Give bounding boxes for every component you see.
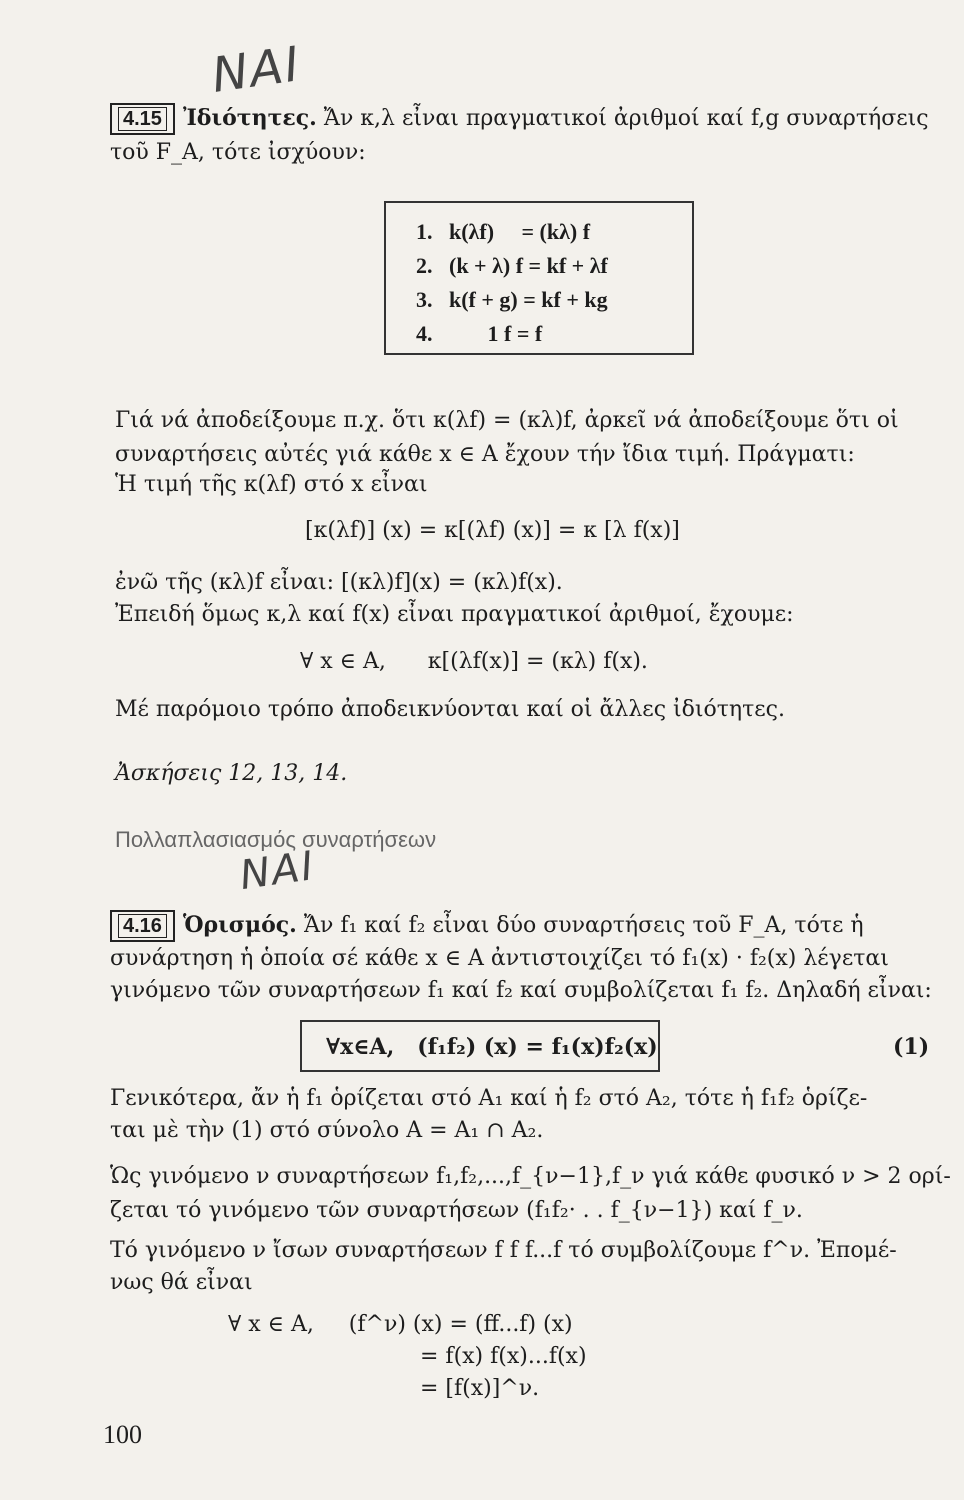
- proof-line-4: ἐνῶ τῆς (κλ)f εἶναι: [(κλ)f](x) = (κλ)f(x).: [115, 570, 563, 595]
- definition-line-9: νως θά εἶναι: [110, 1270, 253, 1295]
- section-4-15-intro: [110, 101, 929, 136]
- definition-line-5: ται μὲ τὴν (1) στό σύνολο A = A₁ ∩ A₂.: [110, 1118, 544, 1143]
- handwritten-mark-mid: ΝΑΙ: [237, 842, 318, 900]
- intro-text: Ἄν κ,λ εἶναι πραγματικοί ἀριθμοί καί f,g συναρτήσεις: [323, 106, 929, 131]
- power-equation-c: = [f(x)]^ν.: [420, 1376, 540, 1401]
- definition-line-4: Γενικότερα, ἄν ἡ f₁ ὁρίζεται στό A₁ καί ἡ f₂ στό A₂, τότε ἡ f₁f₂ ὁρίζε-: [110, 1086, 868, 1111]
- section-4-16-intro: [110, 908, 864, 943]
- page-number: 100: [103, 1420, 142, 1449]
- proof-line-2: συναρτήσεις αὐτές γιά κάθε x ∈ A ἔχουν τήν ἴδια τιμή. Πράγματι:: [115, 442, 855, 467]
- proof-line-6: Μέ παρόμοιο τρόπο ἀποδεικνύονται καί οἱ ἄλλες ἰδιότητες.: [115, 697, 785, 722]
- section-number-box-2: 4.16: [110, 910, 175, 942]
- equation-1: [κ(λf)] (x) = κ[(λf) (x)] = κ [λ f(x)]: [305, 518, 680, 543]
- section-heading: Ἰδιότητες.: [182, 105, 317, 131]
- definition-line-6: Ὡς γινόμενο ν συναρτήσεων f₁,f₂,...,f_{ν−1},f_ν γιά κάθε φυσικό ν > 2 ορί-: [110, 1164, 951, 1189]
- equation-2: ∀ x ∈ A, κ[(λf(x)] = (κλ) f(x).: [300, 649, 648, 674]
- definition-formula: ∀x∈A, (f₁f₂) (x) = f₁(x)f₂(x): [326, 1034, 658, 1060]
- definition-line-2: συνάρτηση ἡ ὁποία σέ κάθε x ∈ A ἀντιστοιχίζει τό f₁(x) · f₂(x) λέγεται: [110, 946, 889, 971]
- equation-number-1: (1): [893, 1034, 930, 1060]
- intro-line-2: τοῦ F_A, τότε ἰσχύουν:: [110, 140, 366, 165]
- property-1: 1. k(λf) = (kλ) f: [416, 219, 591, 244]
- section-title: Πολλαπλασιασμός συναρτήσεων: [115, 827, 437, 852]
- power-equation-b: = f(x) f(x)...f(x): [420, 1344, 587, 1369]
- definition-formula-box: [300, 1020, 660, 1072]
- definition-line-7: ζεται τό γινόμενο τῶν συναρτήσεων (f₁f₂· . . f_{ν−1}) καί f_ν.: [110, 1198, 803, 1223]
- power-equation-a: ∀ x ∈ A, (f^ν) (x) = (ff...f) (x): [228, 1312, 573, 1337]
- definition-line-8: Τό γινόμενο ν ἴσων συναρτήσεων f f f...f τό συμβολίζουμε f^ν. Ἐπομέ-: [110, 1238, 897, 1263]
- definition-heading: Ὁρισμός.: [182, 912, 297, 938]
- property-2: 2. (k + λ) f = kf + λf: [416, 253, 608, 278]
- properties-box: [384, 201, 694, 355]
- proof-line-3: Ἡ τιμή τῆς κ(λf) στό x εἶναι: [115, 472, 428, 497]
- handwritten-mark-top: ΝΑΙ: [208, 36, 305, 104]
- property-4: 4. 1 f = f: [416, 321, 543, 346]
- section-number-box: 4.15: [110, 103, 175, 135]
- exercises-reference: Ἀσκήσεις 12, 13, 14.: [115, 761, 348, 786]
- definition-text-1: Ἄν f₁ καί f₂ εἶναι δύο συναρτήσεις τοῦ F_A, τότε ἡ: [303, 913, 864, 938]
- proof-line-5: Ἐπειδή ὅμως κ,λ καί f(x) εἶναι πραγματικοί ἀριθμοί, ἔχουμε:: [115, 602, 794, 627]
- property-3: 3. k(f + g) = kf + kg: [416, 287, 608, 312]
- definition-line-3: γινόμενο τῶν συναρτήσεων f₁ καί f₂ καί συμβολίζεται f₁ f₂. Δηλαδή εἶναι:: [110, 978, 932, 1003]
- proof-line-1: Γιά νά ἀποδείξουμε π.χ. ὅτι κ(λf) = (κλ)f, ἀρκεῖ νά ἀποδείξουμε ὅτι οἱ: [115, 408, 899, 433]
